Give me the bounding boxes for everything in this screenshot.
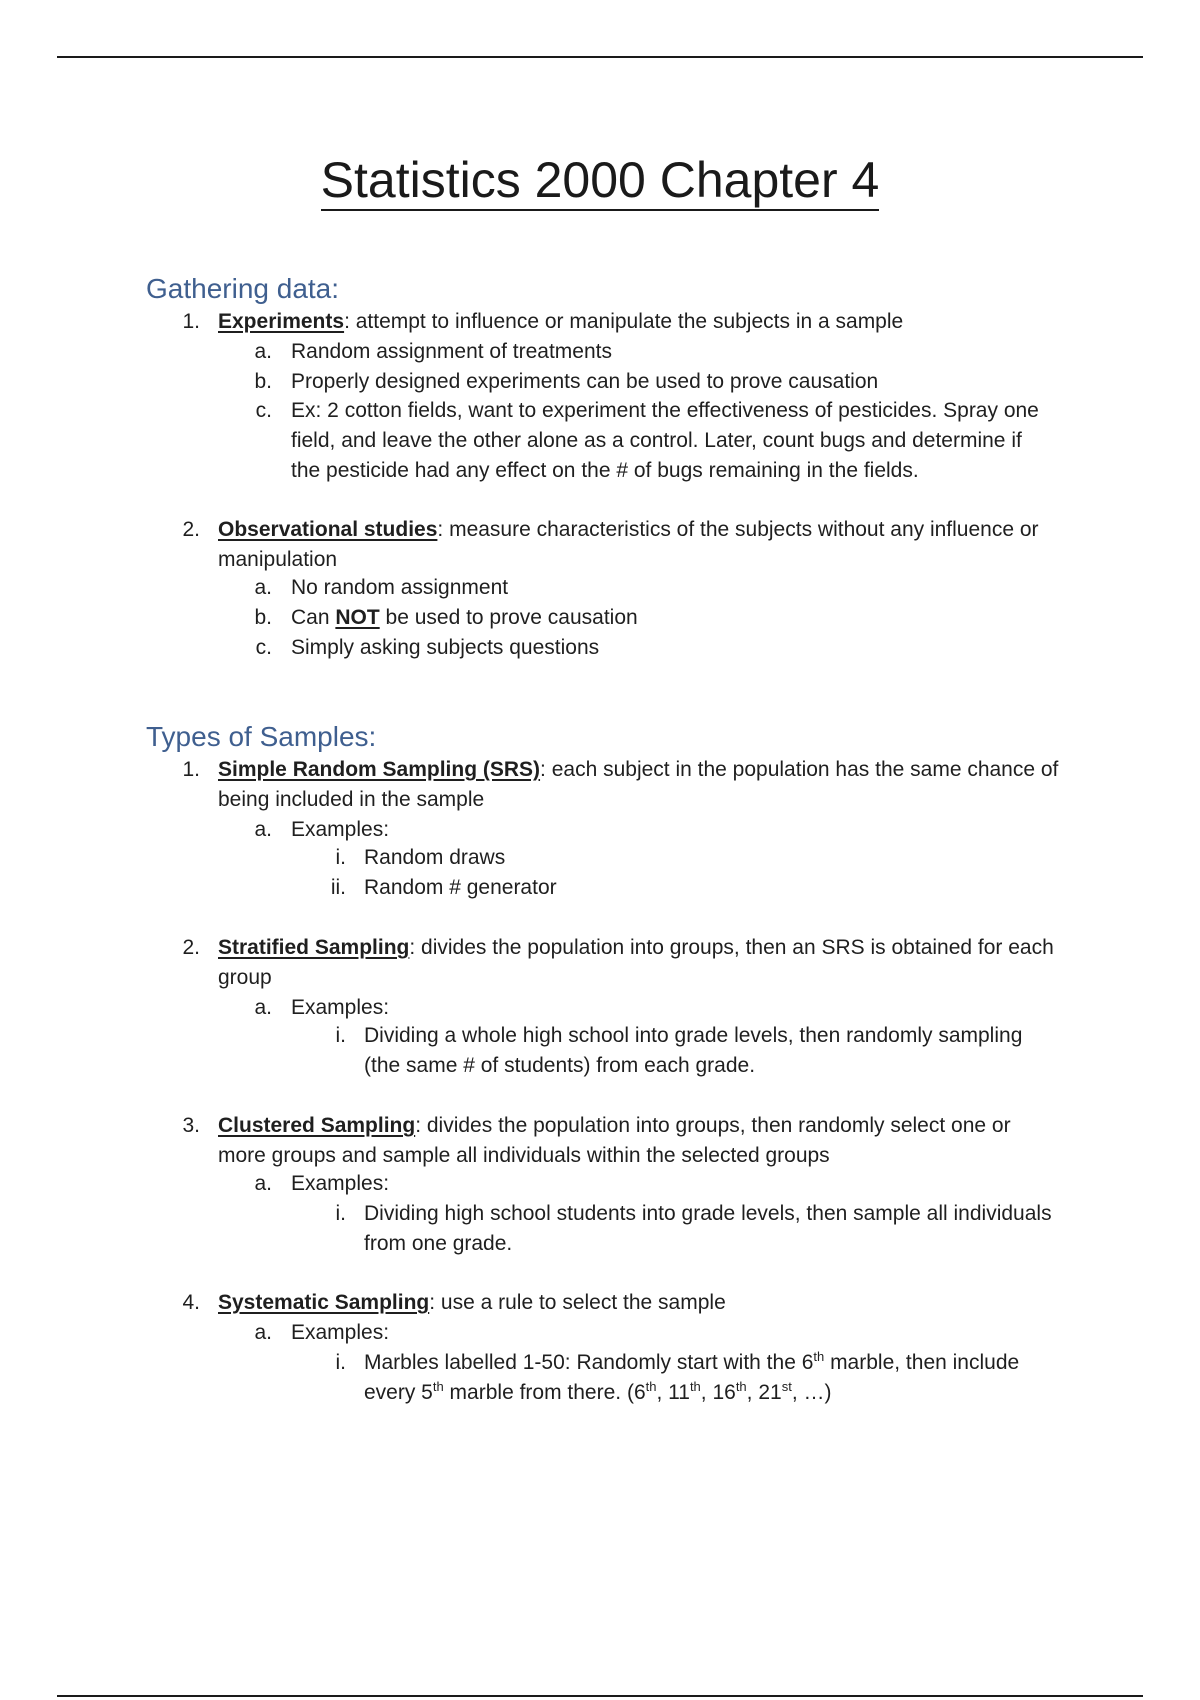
list-roman: i.: [335, 1351, 346, 1374]
list-letter: a.: [254, 1172, 272, 1195]
list-letter: c.: [255, 636, 272, 659]
list-letter: c.: [255, 399, 272, 422]
list-item-observational: Observational studies: measure characteristics of the subjects without any influence or: [218, 518, 1039, 541]
list-letter: a.: [254, 1321, 272, 1344]
list-item: Examples:: [291, 1321, 390, 1344]
list-item-systematic: Systematic Sampling: use a rule to select the sample: [218, 1291, 726, 1314]
list-item-cont: the pesticide had any effect on the # of bugs remaining in the fields.: [291, 459, 919, 482]
list-letter: a.: [254, 818, 272, 841]
list-item-cont: every 5th marble from there. (6th, 11th, 16th, 21st, …): [364, 1379, 832, 1404]
list-item-stratified: Stratified Sampling: divides the population into groups, then an SRS is obtained for each: [218, 936, 1054, 959]
list-item: Properly designed experiments can be used to prove causation: [291, 370, 879, 393]
section-heading-samples: Types of Samples:: [146, 721, 377, 752]
term-systematic: Systematic Sampling: [218, 1291, 430, 1314]
list-roman: i.: [335, 1202, 346, 1225]
list-roman: ii.: [330, 876, 346, 899]
term-experiments: Experiments: [218, 310, 345, 333]
list-item: Random # generator: [364, 876, 557, 899]
list-number: 1.: [182, 758, 200, 781]
emphasis-not: NOT: [335, 606, 380, 629]
list-item: Random draws: [364, 846, 506, 869]
list-item: Can NOT be used to prove causation: [291, 606, 638, 629]
list-roman: i.: [335, 1024, 346, 1047]
list-number: 2.: [182, 518, 200, 541]
list-letter: a.: [254, 576, 272, 599]
list-item-cont: (the same # of students) from each grade.: [364, 1054, 756, 1077]
list-item-srs: Simple Random Sampling (SRS): each subject in the population has the same chance of: [218, 758, 1059, 781]
list-item: Marbles labelled 1-50: Randomly start with the 6th marble, then include: [364, 1349, 1020, 1374]
list-roman: i.: [335, 846, 346, 869]
list-number: 1.: [182, 310, 200, 333]
list-item-clustered: Clustered Sampling: divides the population into groups, then randomly select one or: [218, 1114, 1011, 1137]
list-item-cont: more groups and sample all individuals within the selected groups: [218, 1144, 830, 1167]
list-item: Dividing high school students into grade levels, then sample all individuals: [364, 1202, 1052, 1225]
list-letter: a.: [254, 996, 272, 1019]
list-item: Dividing a whole high school into grade levels, then randomly sampling: [364, 1024, 1023, 1047]
list-item: Random assignment of treatments: [291, 340, 612, 363]
term-clustered: Clustered Sampling: [218, 1114, 416, 1137]
page-title: Statistics 2000 Chapter 4: [0, 150, 1200, 210]
list-item-cont: group: [218, 966, 272, 989]
list-letter: a.: [254, 340, 272, 363]
list-number: 3.: [182, 1114, 200, 1137]
list-letter: b.: [254, 606, 272, 629]
section-heading-gathering: Gathering data:: [146, 273, 340, 304]
list-number: 2.: [182, 936, 200, 959]
bottom-rule: [57, 1695, 1143, 1697]
list-item: Ex: 2 cotton fields, want to experiment the effectiveness of pesticides. Spray one: [291, 399, 1039, 422]
list-item: No random assignment: [291, 576, 509, 599]
term-observational-studies: Observational studies: [218, 518, 438, 541]
list-item-experiments: Experiments: attempt to influence or manipulate the subjects in a sample: [218, 310, 904, 333]
list-item-cont: field, and leave the other alone as a control. Later, count bugs and determine if: [291, 429, 1022, 452]
list-letter: b.: [254, 370, 272, 393]
list-item-cont: from one grade.: [364, 1232, 513, 1255]
list-item: Examples:: [291, 1172, 390, 1195]
term-srs: Simple Random Sampling (SRS): [218, 758, 541, 781]
list-item: Simply asking subjects questions: [291, 636, 600, 659]
list-item: Examples:: [291, 818, 390, 841]
list-item-cont: manipulation: [218, 548, 338, 571]
list-number: 4.: [182, 1291, 200, 1314]
list-item: Examples:: [291, 996, 390, 1019]
term-stratified: Stratified Sampling: [218, 936, 410, 959]
top-rule: [57, 56, 1143, 58]
list-item-cont: being included in the sample: [218, 788, 485, 811]
